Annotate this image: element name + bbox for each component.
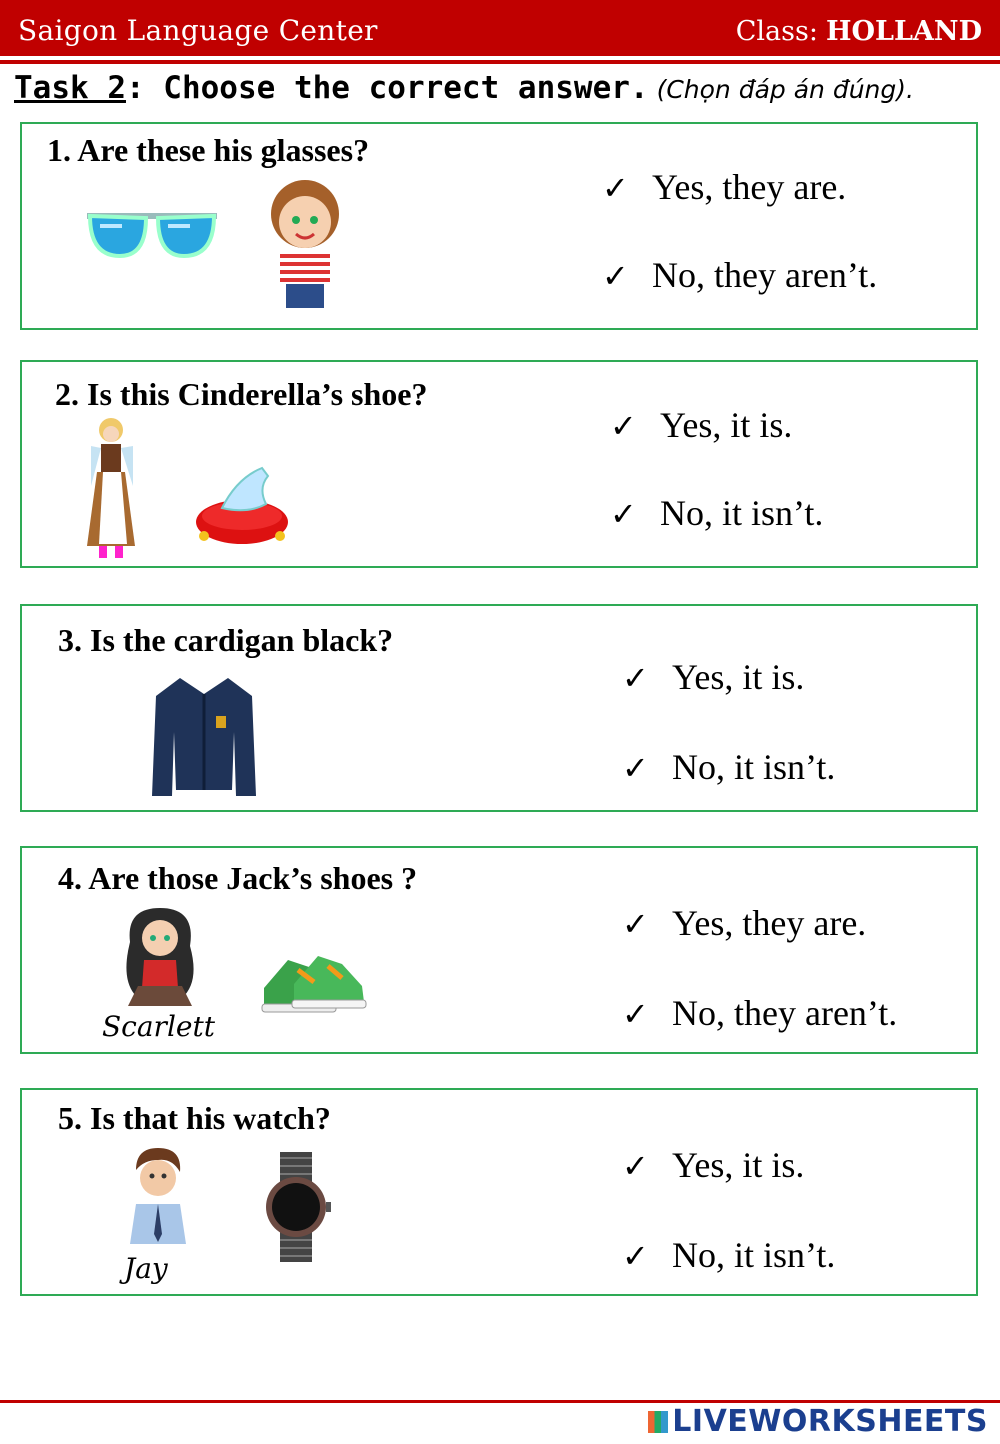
question-box-4 — [20, 846, 978, 1054]
check-icon: ✓ — [622, 1237, 649, 1275]
school-name: Saigon Language Center — [18, 14, 378, 47]
boy-icon — [260, 176, 350, 316]
option-4a[interactable]: ✓ Yes, they are. — [622, 903, 867, 943]
task-instruction: : Choose the correct answer. — [125, 70, 649, 106]
option-5b[interactable]: ✓ No, it isn’t. — [622, 1235, 836, 1275]
class-name: HOLLAND — [825, 16, 982, 47]
footer-line — [0, 1400, 1000, 1403]
logo-icon — [648, 1411, 668, 1433]
check-icon: ✓ — [622, 749, 649, 787]
caption-jay: Jay — [124, 1252, 168, 1285]
header-underline — [0, 60, 1000, 64]
check-icon: ✓ — [602, 169, 629, 207]
option-1b[interactable]: ✓ No, they aren’t. — [602, 255, 878, 295]
question-text: 5. Is that his watch? — [58, 1100, 331, 1136]
question-text: 2. Is this Cinderella’s shoe? — [55, 376, 428, 412]
task-heading — [14, 70, 914, 106]
cinderella-icon — [77, 416, 149, 564]
check-icon: ✓ — [610, 495, 637, 533]
class-label: Class: HOLLAND — [735, 16, 982, 47]
option-2a[interactable]: ✓ Yes, it is. — [610, 405, 793, 445]
task-number: Task 2 — [14, 70, 126, 106]
cardigan-icon — [148, 672, 260, 800]
option-4b[interactable]: ✓ No, they aren’t. — [622, 993, 898, 1033]
check-icon: ✓ — [622, 659, 649, 697]
check-icon: ✓ — [602, 257, 629, 295]
check-icon: ✓ — [610, 407, 637, 445]
question-box-2 — [20, 360, 978, 568]
watch-icon — [260, 1152, 332, 1262]
liveworksheets-logo: LIVEWORKSHEETS — [648, 1404, 988, 1439]
option-3a[interactable]: ✓ Yes, it is. — [622, 657, 805, 697]
task-translation: (Chọn đáp án đúng). — [656, 75, 914, 104]
sunglasses-icon — [82, 204, 222, 264]
question-text: 4. Are those Jack’s shoes ? — [58, 860, 418, 896]
question-box-1 — [20, 122, 978, 330]
question-text: 3. Is the cardigan black? — [58, 622, 394, 658]
man-icon — [122, 1144, 194, 1248]
option-1a[interactable]: ✓ Yes, they are. — [602, 167, 847, 207]
check-icon: ✓ — [622, 1147, 649, 1185]
header-bar — [0, 0, 1000, 56]
option-2b[interactable]: ✓ No, it isn’t. — [610, 493, 824, 533]
option-5a[interactable]: ✓ Yes, it is. — [622, 1145, 805, 1185]
question-box-5 — [20, 1088, 978, 1296]
option-3b[interactable]: ✓ No, it isn’t. — [622, 747, 836, 787]
glass-slipper-icon — [192, 458, 292, 554]
check-icon: ✓ — [622, 995, 649, 1033]
question-box-3 — [20, 604, 978, 812]
girl-icon — [118, 902, 202, 1010]
caption-scarlett: Scarlett — [102, 1010, 215, 1043]
sneakers-icon — [258, 948, 370, 1020]
question-text: 1. Are these his glasses? — [47, 132, 370, 168]
check-icon: ✓ — [622, 905, 649, 943]
